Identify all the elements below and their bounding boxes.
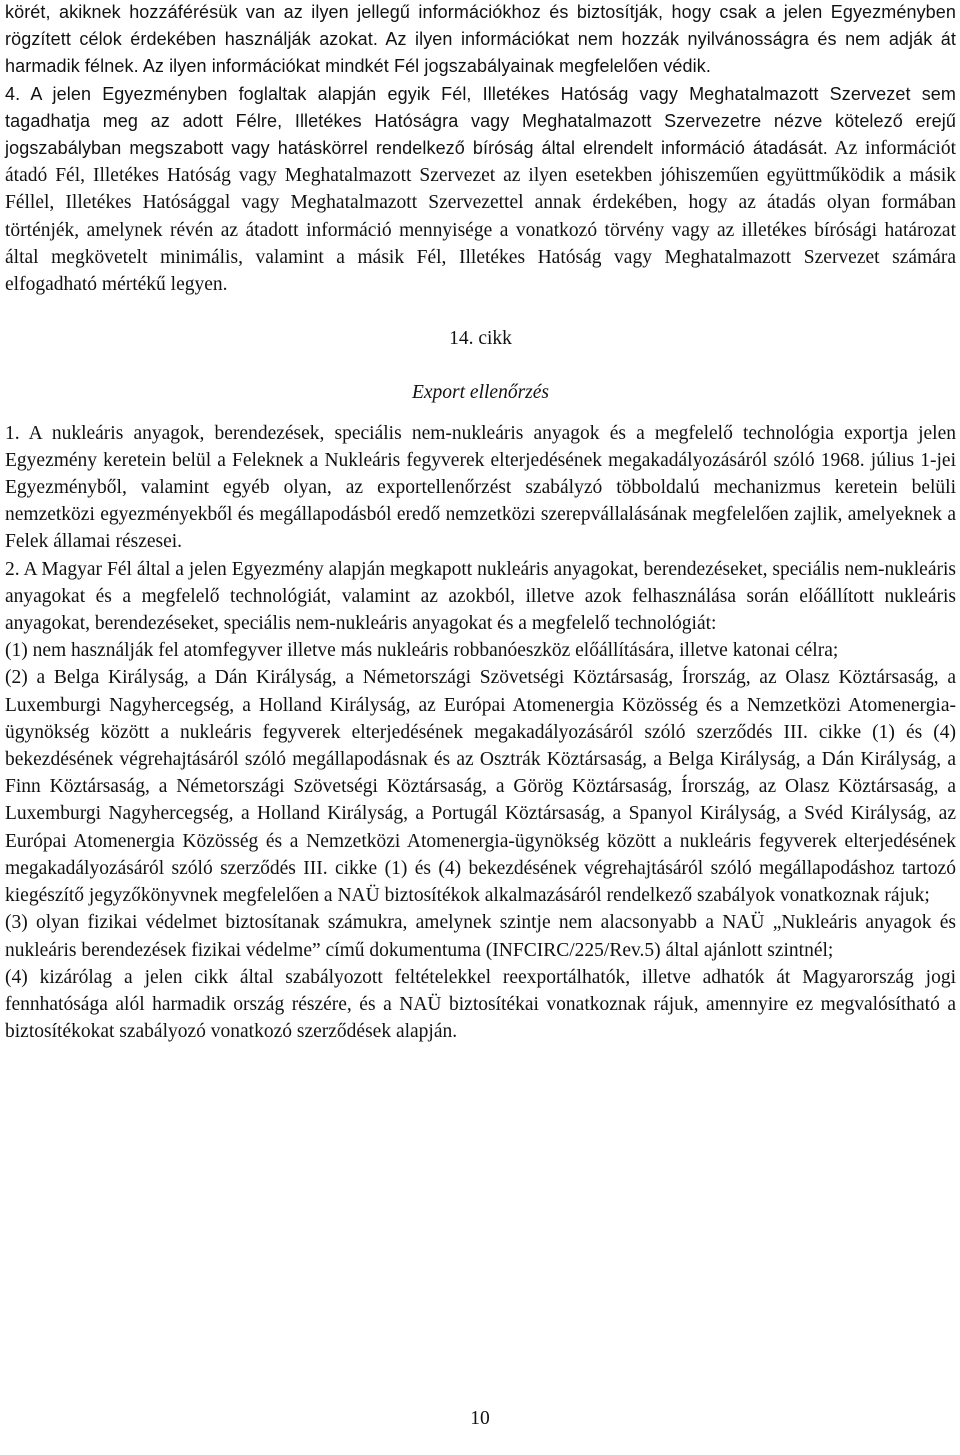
page-number: 10 — [470, 1408, 490, 1429]
article-title: Export ellenőrzés — [411, 382, 549, 404]
list-item-2: (2) a Belga Királyság, a Dán Királyság, a Németországi Szövetségi Köztársaság, Írország, az Olasz Köztársaság, a Luxemburgi Nagyhercegség, a Holland Királyság, az Európai Atomenergia Közösség és a Nemzetközi Atomenergia-ügynökség között a nukleáris fegyverek elterjedésének megakadályozásáról szóló szerződés III. cikke (1) és (4) bekezdésének végrehajtásáról szóló megállapodásnak és az Osztrák Köztársaság, a Belga Királyság, a Dán Királyság, a Finn Köztársaság, a Németországi Szövetségi Köztársaság, a Görög Köztársaság, Írország, az Olasz Köztársaság, a Luxemburgi Nagyhercegség, a Holland Királyság, a Portugál Köztársaság, a Spanyol Királyság, a Svéd Királyság, az Európai Atomenergia Közösség és a Nemzetközi Atomenergia-ügynökség között a nukleáris fegyverek elterjedésének megakadályozásáról szóló szerződés III. cikke (1) és (4) bekezdésének végrehajtásáról szóló megállapodáshoz tartozó kiegészítő jegyzőkönyvnek megfelelően a NAÜ biztosítékok alkalmazásáról rendelkező szabályok vonatkoznak rájuk; — [5, 667, 956, 907]
article-number: 14. cikk — [449, 328, 512, 350]
continuation-paragraph: körét, akiknek hozzáférésük van az ilyen jellegű információkhoz és biztosítják, hogy csak a jelen Egyezményben rögzített célok érdekében használják azokat. Az ilyen információkat nem hozzák nyilvánosságra és nem adják át harmadik félnek. Az ilyen információkat mindkét Fél jogszabályainak megfelelően védik. — [5, 2, 956, 77]
paragraph-4-sans-text: 4. A jelen Egyezményben foglaltak alapján egyik Fél, Illetékes Hatóság vagy Meghatalmazott Szervezet sem tagadhatja meg az adott Félre, Illetékes Hatóságra vagy Meghatalmazott Szervezetre nézve kötelező erejű jogszabályban megszabott vagy hatáskörrel rendelkező bíróság által elrendelt információ átadását. — [5, 83, 956, 159]
list-item-1: (1) nem használják fel atomfegyver illetve más nukleáris robbanóeszköz előállítására, illetve katonai célra; — [5, 640, 839, 662]
list-item-4: (4) kizárólag a jelen cikk által szabályozott feltételekkel reexportálhatók, illetve adhatók át Magyarország jogi fennhatósága alól harmadik ország részére, és a NAÜ biztosítékai vonatkoznak rájuk, amennyire ez megvalósítható a biztosítékokat szabályozó vonatkozó szerződések alapján. — [5, 966, 956, 1043]
paragraph-4 — [5, 81, 956, 299]
paragraph-4-serif-text: Az információt átadó Fél, Illetékes Hatóság vagy Meghatalmazott Szervezet az ilyen esetekben jóhiszeműen együttműködik a másik Féllel, Illetékes Hatósággal vagy Meghatalmazott Szervezettel annak érdekében, hogy az átadás olyan formában történjék, amelynek révén az átadott információ mennyisége a vonatkozó törvény vagy az illetékes bírósági határozat által megkövetelt minimális, valamint a másik Fél, Illetékes Hatóság vagy Meghatalmazott Szervezet számára elfogadható mértékű legyen. — [5, 138, 956, 296]
article-paragraph-1: 1. A nukleáris anyagok, berendezések, speciális nem-nukleáris anyagok és a megfelelő technológia exportja jelen Egyezmény keretein belül a Feleknek a Nukleáris fegyverek elterjedésének megakadályozásáról szóló 1968. július 1-jei Egyezményből, valamint egyéb olyan, az exportellenőrzést szabályzó többoldalú mechanizmus keretein belüli nemzetközi egyezményekből és megállapodásból eredő nemzetközi szerepvállalásának megfelelően zajlik, amelyeknek a Felek államai részesei. — [5, 422, 956, 553]
article-paragraph-2: 2. A Magyar Fél által a jelen Egyezmény alapján megkapott nukleáris anyagokat, berendezéseket, speciális nem-nukleáris anyagokat és a megfelelő technológiát, valamint az azokból, illetve azok felhasználása során előállított nukleáris anyagokat, berendezéseket, speciális nem-nukleáris anyagokat és a megfelelő technológiát: — [5, 558, 956, 635]
list-item-3: (3) olyan fizikai védelmet biztosítanak számukra, amelynek szintje nem alacsonyabb a NAÜ „Nukleáris anyagok és nukleáris berendezések fizikai védelme” című dokumentuma (INFCIRC/225/Rev.5) által ajánlott szintnél; — [5, 912, 956, 961]
